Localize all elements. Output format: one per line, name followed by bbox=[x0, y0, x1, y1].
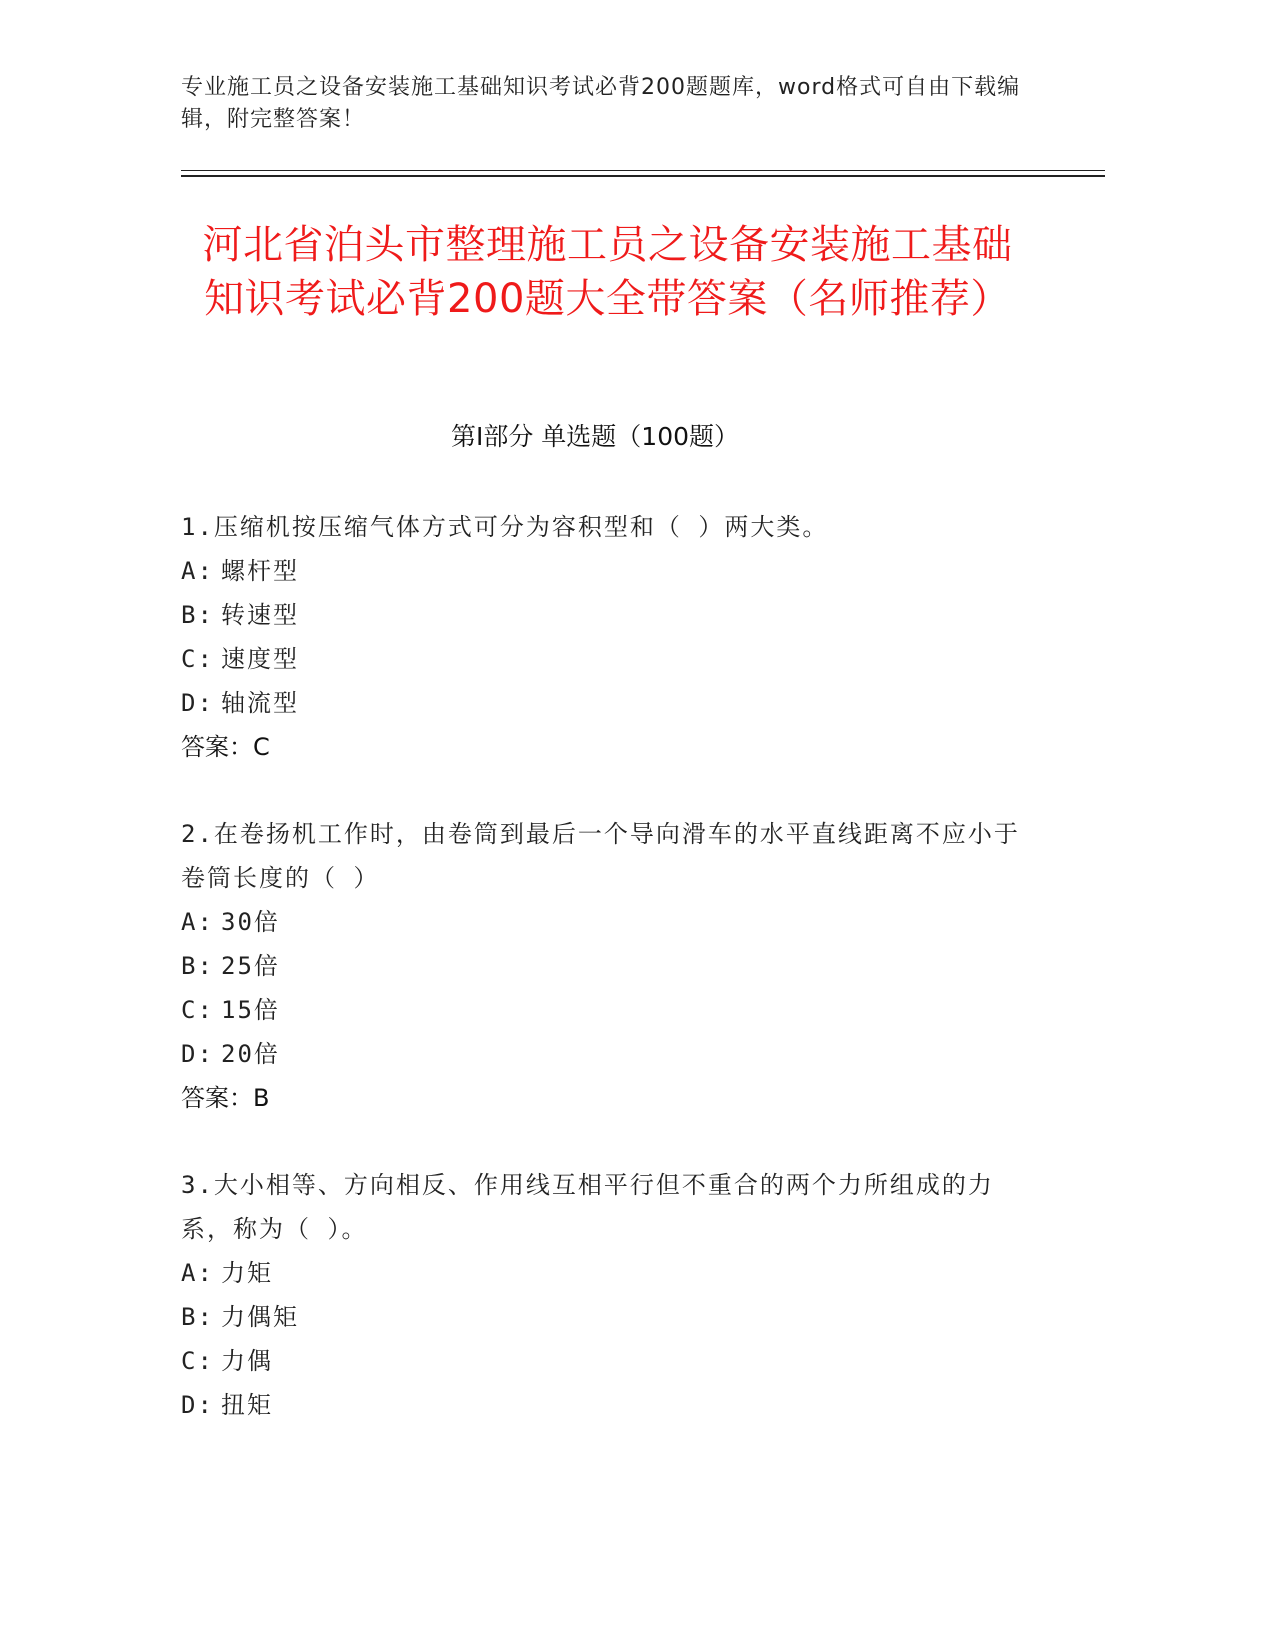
option-letter: D: bbox=[181, 1391, 214, 1419]
question-2 bbox=[181, 812, 1041, 1120]
option-text: 力矩 bbox=[221, 1259, 273, 1287]
answer-line: 答案：C bbox=[181, 733, 270, 761]
option-a bbox=[181, 900, 1041, 944]
option-letter: B: bbox=[181, 601, 214, 629]
option-text: 25倍 bbox=[221, 952, 280, 980]
header-divider-thick bbox=[181, 175, 1105, 177]
option-d bbox=[181, 681, 1041, 725]
option-c bbox=[181, 637, 1041, 681]
option-text: 螺杆型 bbox=[221, 557, 299, 585]
option-letter: B: bbox=[181, 952, 214, 980]
header-divider-thin bbox=[181, 170, 1105, 171]
option-text: 轴流型 bbox=[221, 689, 299, 717]
option-letter: D: bbox=[181, 1040, 214, 1068]
answer-line: 答案：B bbox=[181, 1084, 270, 1112]
section-heading: 第I部分 单选题（100题） bbox=[450, 422, 740, 451]
option-letter: D: bbox=[181, 689, 214, 717]
question-stem: 1.压缩机按压缩气体方式可分为容积型和（ ）两大类。 bbox=[181, 513, 829, 541]
option-letter: C: bbox=[181, 1347, 214, 1375]
option-text: 30倍 bbox=[221, 908, 280, 936]
option-letter: C: bbox=[181, 645, 214, 673]
option-text: 15倍 bbox=[221, 996, 280, 1024]
option-letter: B: bbox=[181, 1303, 214, 1331]
option-d bbox=[181, 1383, 1041, 1427]
option-letter: A: bbox=[181, 557, 214, 585]
option-text: 力偶矩 bbox=[221, 1303, 299, 1331]
option-a bbox=[181, 1251, 1041, 1295]
question-stem: 3.大小相等、方向相反、作用线互相平行但不重合的两个力所组成的力系，称为（ ）。 bbox=[181, 1171, 994, 1243]
document-title: 河北省泊头市整理施工员之设备安装施工基础知识考试必背200题大全带答案（名师推荐） bbox=[202, 222, 1013, 322]
option-b bbox=[181, 1295, 1041, 1339]
option-a bbox=[181, 549, 1041, 593]
option-d bbox=[181, 1032, 1041, 1076]
option-text: 速度型 bbox=[221, 645, 299, 673]
option-b bbox=[181, 944, 1041, 988]
question-1 bbox=[181, 505, 1041, 769]
option-c bbox=[181, 1339, 1041, 1383]
option-c bbox=[181, 988, 1041, 1032]
option-letter: A: bbox=[181, 908, 214, 936]
question-3 bbox=[181, 1163, 1041, 1427]
option-text: 转速型 bbox=[221, 601, 299, 629]
question-list bbox=[181, 505, 1041, 1470]
option-letter: A: bbox=[181, 1259, 214, 1287]
option-text: 力偶 bbox=[221, 1347, 273, 1375]
option-b bbox=[181, 593, 1041, 637]
option-text: 20倍 bbox=[221, 1040, 280, 1068]
question-stem: 2.在卷扬机工作时，由卷筒到最后一个导向滑车的水平直线距离不应小于卷筒长度的（ ） bbox=[181, 820, 1020, 892]
option-text: 扭矩 bbox=[221, 1391, 273, 1419]
option-letter: C: bbox=[181, 996, 214, 1024]
header-note: 专业施工员之设备安装施工基础知识考试必背200题题库，word格式可自由下载编辑，附完整答案！ bbox=[181, 75, 1021, 132]
